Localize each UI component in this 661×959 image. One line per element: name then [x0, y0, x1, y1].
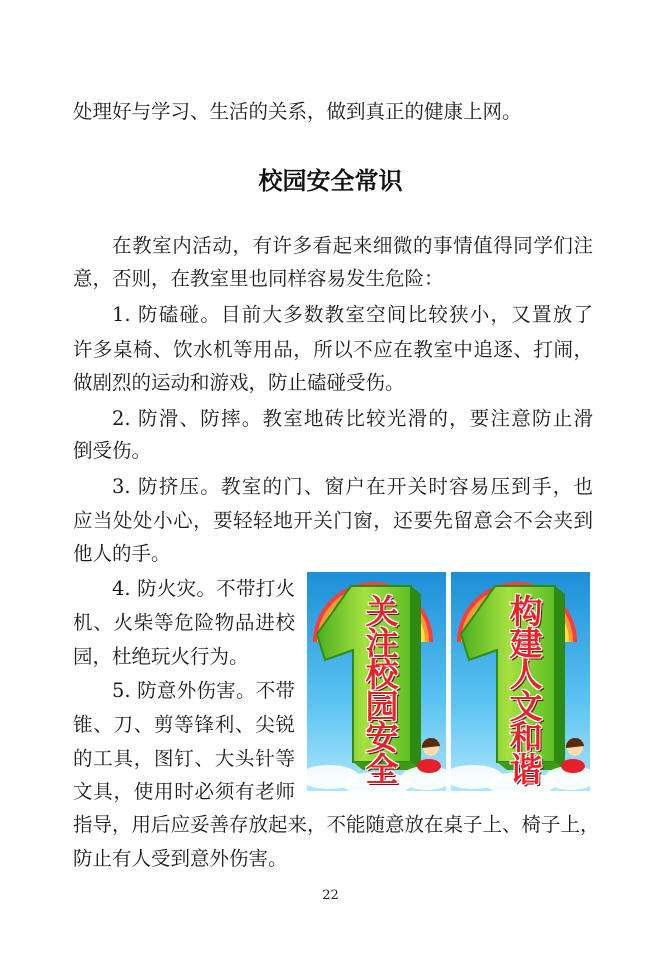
- item-5-line: 防止有人受到意外伤害。: [73, 847, 288, 870]
- item-4-line: 4. 防火灾。不带打火: [112, 577, 295, 600]
- paragraph-intro-line: 在教室内活动，有许多看起来细微的事情值得同学们注: [112, 234, 593, 257]
- poster-char: 注: [365, 623, 399, 663]
- poster-char: 园: [365, 686, 399, 726]
- poster-char: 安: [365, 718, 399, 757]
- poster-char: 谐: [509, 749, 543, 789]
- poster-char: 校: [365, 655, 399, 694]
- item-2-line: 2. 防滑、防摔。教室地砖比较光滑的，要注意防止滑: [112, 407, 593, 430]
- paragraph-intro-line: 意，否则，在教室里也同样容易发生危险：: [73, 267, 444, 290]
- poster-slogan-left: [359, 592, 405, 789]
- item-3-line: 应当处处小心，要轻轻地开关门窗，还要先留意会不会夹到: [73, 509, 593, 532]
- item-5-line: 文具，使用时必须有老师: [73, 780, 295, 803]
- poster-slogan-right: [503, 592, 549, 789]
- poster-harmony: [451, 572, 590, 791]
- poster-char: 建: [509, 623, 543, 663]
- poster-char: 和: [509, 718, 543, 757]
- item-3-line: 3. 防挤压。教室的门、窗户在开关时容易压到手，也: [112, 475, 593, 498]
- page-number: 22: [322, 888, 339, 903]
- item-4-line: 园，杜绝玩火行为。: [73, 645, 249, 668]
- item-3-line: 他人的手。: [73, 542, 171, 565]
- item-5-line: 5. 防意外伤害。不带: [112, 679, 295, 702]
- item-2-line: 倒受伤。: [73, 439, 152, 462]
- item-5-line: 锥、刀、剪等锋利、尖锐: [73, 713, 295, 736]
- item-1-line: 1. 防磕碰。目前大多数教室空间比较狭小，又置放了: [112, 303, 593, 326]
- item-1-line: 许多桌椅、饮水机等用品，所以不应在教室中追逐、打闹，: [73, 338, 593, 361]
- item-5-line: 指导，用后应妥善存放起来，不能随意放在桌子上、椅子上，: [73, 813, 600, 836]
- poster-char: 全: [365, 749, 399, 789]
- item-1-line: 做剧烈的运动和游戏，防止磕碰受伤。: [73, 371, 405, 394]
- body-line: 处理好与学习、生活的关系，做到真正的健康上网。: [73, 100, 522, 123]
- poster-char: 构: [509, 592, 543, 631]
- poster-campus-safety: [307, 572, 446, 791]
- section-title: 校园安全常识: [258, 167, 403, 195]
- item-4-line: 机、火柴等危险物品进校: [73, 611, 295, 634]
- poster-char: 人: [509, 655, 543, 694]
- poster-char: 关: [365, 592, 399, 631]
- safety-posters-image: [307, 572, 590, 791]
- item-5-line: 的工具，图钉、大头针等: [73, 747, 295, 770]
- poster-char: 文: [509, 686, 543, 726]
